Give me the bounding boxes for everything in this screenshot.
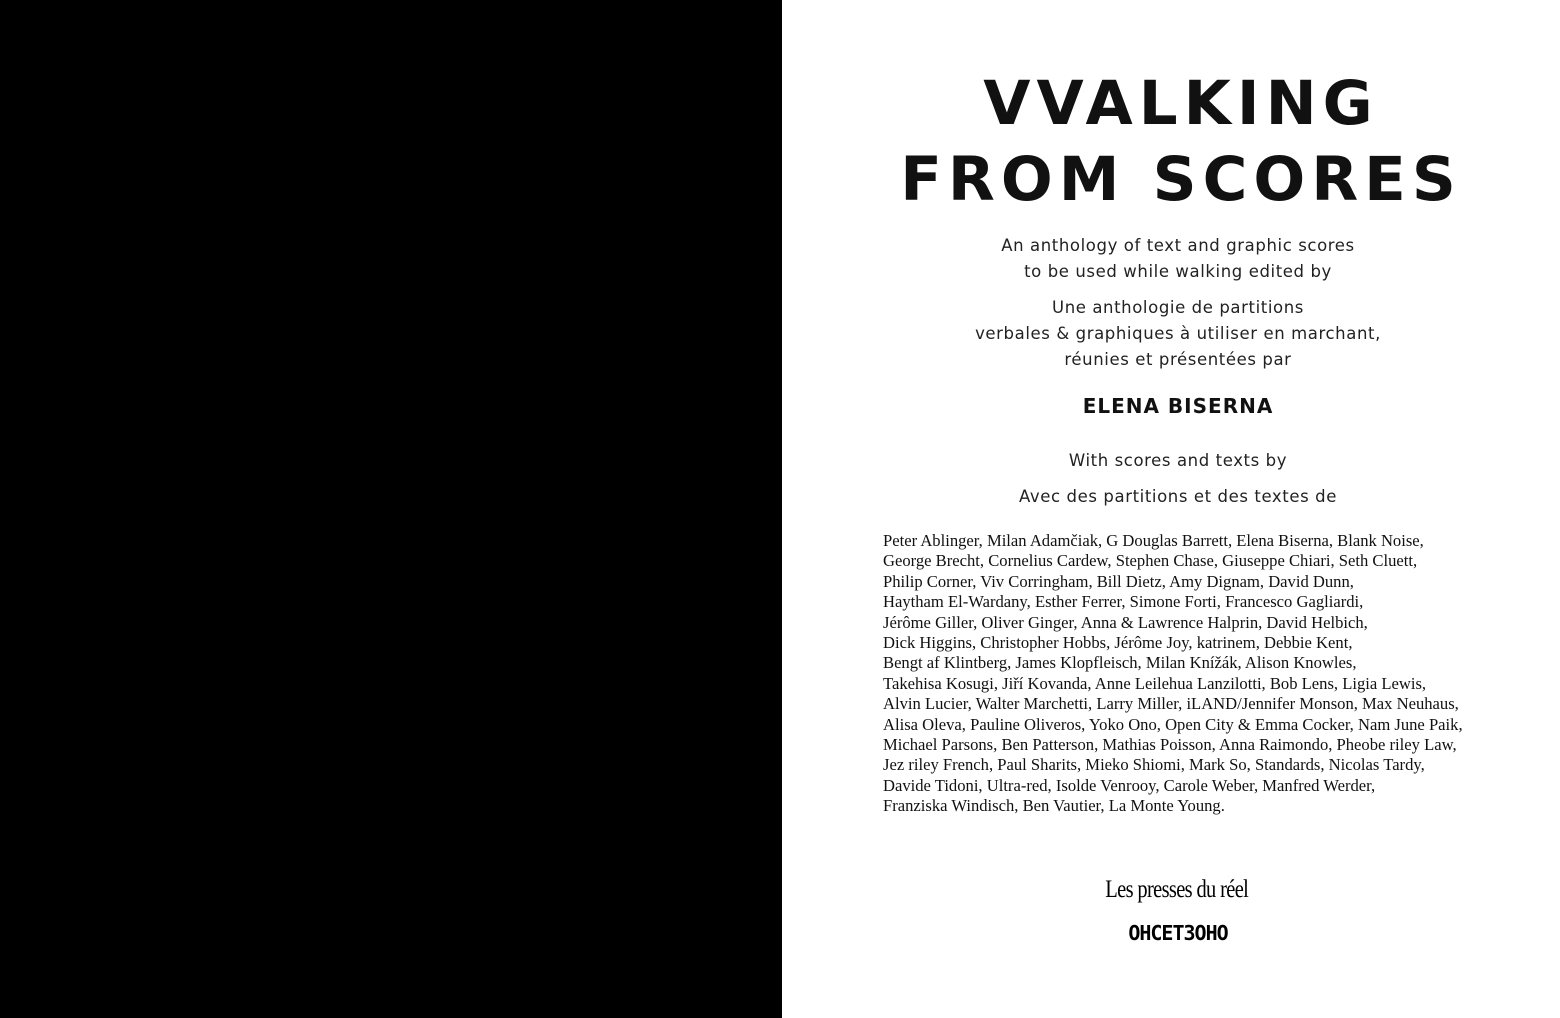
title-page [782, 0, 1560, 1018]
contributors-intro-french: Avec des partitions et des textes de [1018, 487, 1337, 506]
subtitle-french-line-3: réunies et présentées par [1064, 350, 1292, 369]
contributors-line: Haytham El-Wardany, Esther Ferrer, Simone Forti, Francesco Gagliardi, [883, 592, 1364, 612]
book-title-line-2: FROM SCORES [900, 144, 1462, 215]
contributors-line: Takehisa Kosugi, Jiří Kovanda, Anne Leilehua Lanzilotti, Bob Lens, Ligia Lewis, [883, 673, 1427, 693]
contributors-intro-english: With scores and texts by [1068, 451, 1288, 470]
contributors-line: Jérôme Giller, Oliver Ginger, Anna & Lawrence Halprin, David Helbich, [883, 612, 1368, 632]
subtitle-french-line-2: verbales & graphiques à utiliser en marchant, [975, 324, 1381, 343]
imprint-logo: OHCET3OHO [1128, 921, 1228, 945]
contributors-line: Peter Ablinger, Milan Adamčiak, G Douglas Barrett, Elena Biserna, Blank Noise, [883, 531, 1424, 550]
contributors-line: George Brecht, Cornelius Cardew, Stephen Chase, Giuseppe Chiari, Seth Cluett, [883, 551, 1418, 571]
subtitle-french [782, 295, 1560, 373]
contributors-list [883, 531, 1523, 817]
contributors-line: Bengt af Klintberg, James Klopfleisch, Milan Knížák, Alison Knowles, [883, 653, 1357, 673]
contributors-line: Dick Higgins, Christopher Hobbs, Jérôme Joy, katrinem, Debbie Kent, [883, 633, 1353, 653]
subtitle-english-line-2: to be used while walking edited by [1024, 262, 1332, 281]
contributors-line: Alvin Lucier, Walter Marchetti, Larry Miller, iLAND/Jennifer Monson, Max Neuhaus, [883, 694, 1459, 714]
contributors-line: Alisa Oleva, Pauline Oliveros, Yoko Ono, Open City & Emma Cocker, Nam June Paik, [883, 714, 1463, 734]
contributors-line: Philip Corner, Viv Corringham, Bill Dietz, Amy Dignam, David Dunn, [883, 571, 1354, 591]
contributors-line: Jez riley French, Paul Sharits, Mieko Shiomi, Mark So, Standards, Nicolas Tardy, [883, 755, 1425, 775]
subtitle-french-line-1: Une anthologie de partitions [1052, 298, 1304, 317]
subtitle-english [782, 233, 1560, 285]
contributors-line: Michael Parsons, Ben Patterson, Mathias Poisson, Anna Raimondo, Pheobe riley Law, [883, 735, 1457, 755]
editor-name: ELENA BISERNA [1082, 394, 1274, 418]
book-title-line-1: VVALKING [983, 68, 1379, 139]
contributors-line: Franziska Windisch, Ben Vautier, La Monte Young. [883, 796, 1225, 816]
contributors-line: Davide Tidoni, Ultra-red, Isolde Venrooy, Carole Weber, Manfred Werder, [883, 775, 1376, 795]
subtitle-english-line-1: An anthology of text and graphic scores [1001, 236, 1355, 255]
publisher-logo: Les presses du réel [1105, 876, 1249, 903]
